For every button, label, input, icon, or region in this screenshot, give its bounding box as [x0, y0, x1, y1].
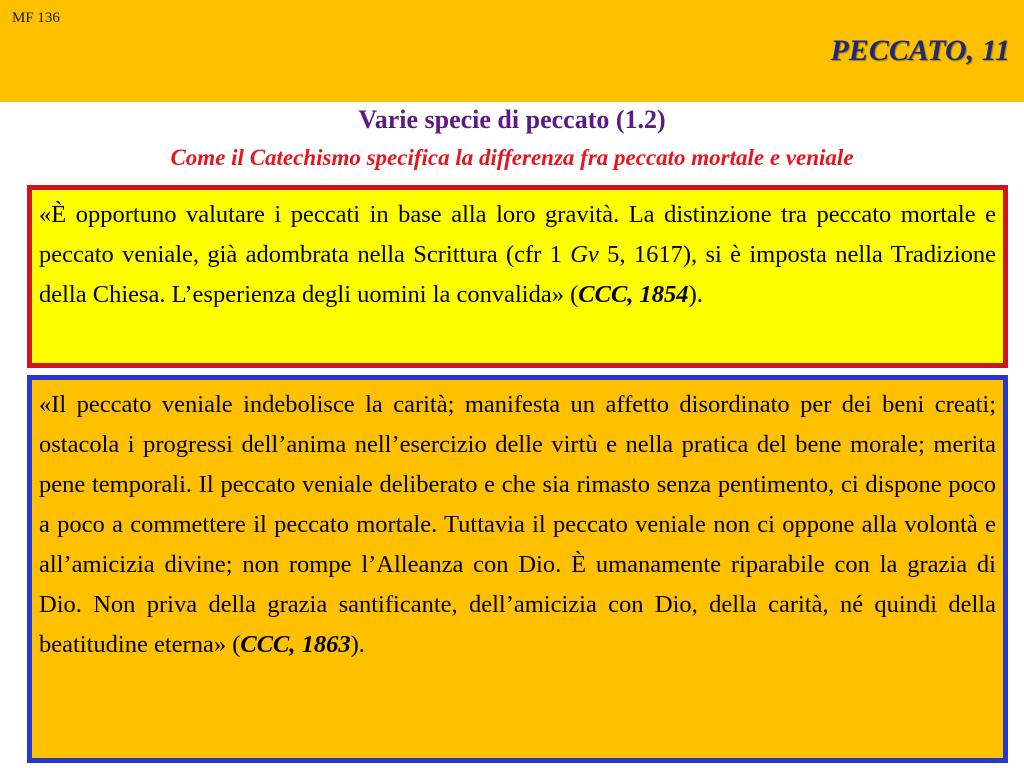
slide-title: PECCATO, 11	[830, 34, 1010, 67]
quote1-bible-ref: Gv	[570, 241, 599, 268]
quote-box-ccc-1863	[27, 375, 1008, 763]
slide-code: MF 136	[12, 10, 60, 26]
quote1-closing: ).	[688, 281, 703, 308]
slide-subtitle: Varie specie di peccato (1.2)	[358, 105, 666, 134]
quote2-citation: CCC, 1863	[240, 631, 351, 658]
quote2-closing: ).	[350, 631, 365, 658]
slide-subsubtitle: Come il Catechismo specifica la differenza fra peccato mortale e veniale	[170, 145, 854, 170]
header-band	[0, 0, 1024, 102]
quote1-text-before: «È opportuno valutare i peccati in base alla loro gravità. La distinzione tra peccato mortale e peccato veniale, già adombrata nella Scrittura (cfr 1	[39, 201, 996, 268]
quote2-text: «Il peccato veniale indebolisce la carità; manifesta un affetto disordinato per dei beni creati; ostacola i progressi dell’anima nell’esercizio delle virtù e nella pratica del bene morale; merita pene temporali. Il peccato veniale deliberato e che sia rimasto senza pentimento, ci dispone poco a poco a commettere il peccato mortale. Tuttavia il peccato veniale non ci oppone alla volontà e all’amicizia divine; non rompe l’Alleanza con Dio. È umanamente riparabile con la grazia di Dio. Non priva della grazia santificante, dell’amicizia con Dio, della carità, né quindi della beatitudine eterna» (	[39, 391, 996, 658]
quote1-text-after: 5, 1617), si è imposta nella Tradizione della Chiesa. L’esperienza degli uomini la convalida» (	[39, 241, 996, 308]
quote-box-ccc-1854	[27, 185, 1008, 368]
quote1-citation: CCC, 1854	[578, 281, 689, 308]
